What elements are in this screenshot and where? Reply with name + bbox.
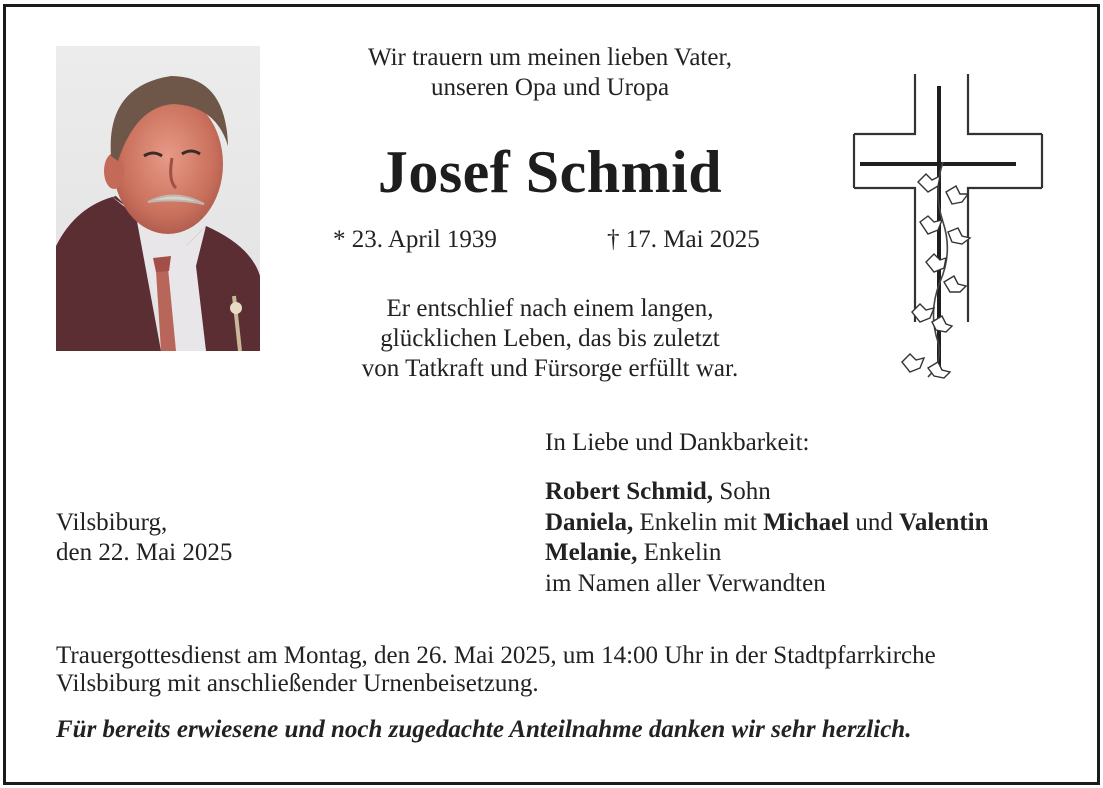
deceased-name: Josef Schmid — [377, 139, 723, 205]
mourner-melanie — [545, 537, 721, 568]
epitaph-line-3: von Tatkraft und Fürsorge erfüllt war. — [361, 355, 739, 382]
service-line-2: Vilsbiburg mit anschließender Urnenbeisetzung. — [56, 670, 539, 697]
mourner-name: Robert Schmid, — [545, 478, 714, 505]
header-line-1: Wir trauern um meinen lieben Vater, — [367, 44, 733, 71]
epitaph-line-2: glücklichen Leben, das bis zuletzt — [380, 325, 720, 352]
mourner-others: im Namen aller Verwandten — [545, 570, 826, 597]
mourner-relation: Enkelin mit — [639, 509, 757, 536]
date: den 22. Mai 2025 — [56, 539, 233, 566]
mourner-name: Melanie, — [545, 539, 638, 566]
intro: In Liebe und Dankbarkeit: — [545, 429, 810, 456]
mourner-relation: Sohn — [719, 478, 771, 505]
portrait-photo — [56, 46, 260, 351]
service-line-1: Trauergottesdienst am Montag, den 26. Mai 2025, um 14:00 Uhr in der Stadtpfarrkirche — [56, 642, 936, 669]
place: Vilsbiburg, — [56, 509, 168, 536]
thanks-line: Für bereits erwiesene und noch zugedachte Anteilnahme danken wir sehr herzlich. — [56, 716, 912, 743]
cross-with-ivy-icon — [848, 72, 1048, 392]
epitaph-line-1: Er entschlief nach einem langen, — [386, 295, 714, 322]
mourner-robert — [545, 476, 771, 507]
mourner-relation: Enkelin — [643, 539, 722, 566]
mourner-name: Valentin — [899, 509, 989, 536]
birth-date: * 23. April 1939 — [333, 226, 497, 253]
conjunction: und — [855, 509, 893, 536]
header-line-2: unseren Opa und Uropa — [430, 74, 670, 101]
death-date: † 17. Mai 2025 — [607, 226, 760, 253]
mourner-name: Daniela, — [545, 509, 634, 536]
mourner-name: Michael — [763, 509, 850, 536]
mourner-daniela — [545, 507, 989, 538]
